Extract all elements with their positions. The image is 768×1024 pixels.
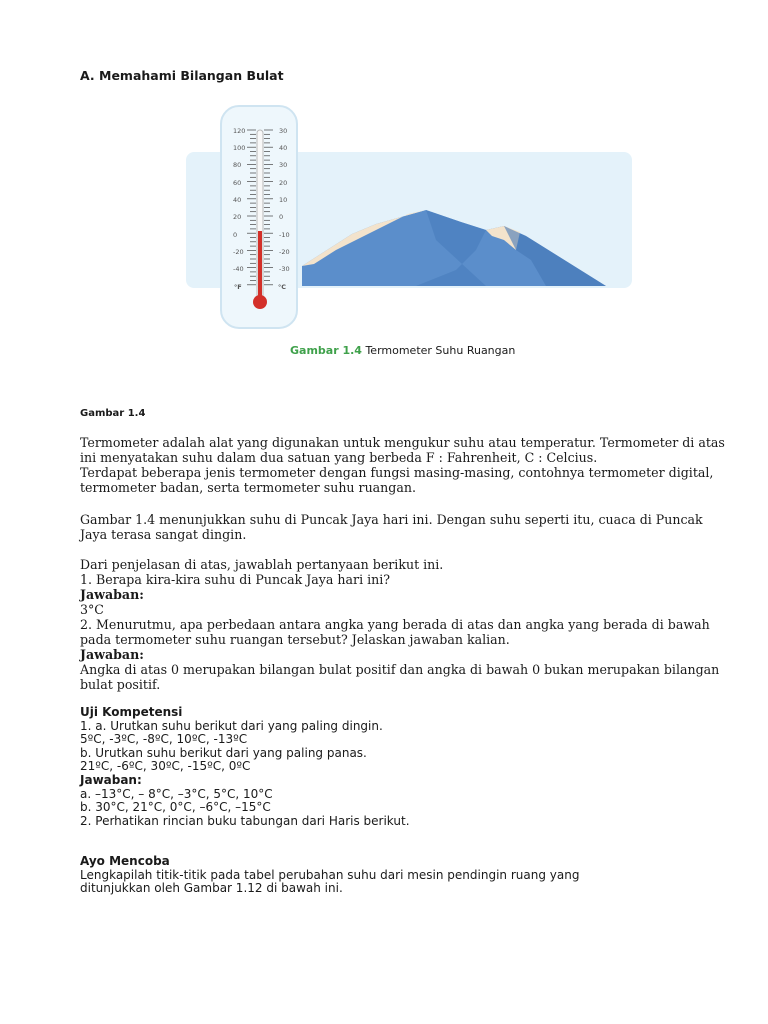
question-2: pada termometer suhu ruangan tersebut? Jelaskan jawaban kalian. xyxy=(80,632,510,647)
celsius-unit-label: °C xyxy=(278,283,287,291)
answer-2: bulat positif. xyxy=(80,677,161,692)
text-line: ini menyatakan suhu dalam dua satuan yang berbeda F : Fahrenheit, C : Celcius. xyxy=(80,450,598,465)
f-tick-label: 40 xyxy=(233,196,242,204)
exercise-line: 5ºC, -3ºC, -8ºC, 10ºC, -13ºC xyxy=(80,732,248,747)
f-tick-label: 60 xyxy=(233,179,242,187)
figure-caption-text: Termometer Suhu Ruangan xyxy=(365,344,516,357)
questions-intro: Dari penjelasan di atas, jawablah pertanyaan berikut ini. xyxy=(80,557,444,572)
thermometer-mountain-illustration xyxy=(186,100,636,370)
c-tick-label: 0 xyxy=(279,213,284,221)
figure-caption-number: Gambar 1.4 xyxy=(290,344,362,357)
answer-1: 3°C xyxy=(80,602,104,617)
exercise-answer: a. –13°C, – 8°C, –3°C, 5°C, 10°C xyxy=(80,786,273,801)
figure-caption xyxy=(290,344,515,357)
answer-label: Jawaban: xyxy=(80,772,142,787)
exercise-line: 2. Perhatikan rincian buku tabungan dari Haris berikut. xyxy=(80,813,410,828)
f-tick-label: 120 xyxy=(233,127,246,135)
uji-kompetensi-section xyxy=(80,706,700,828)
answer-2: Angka di atas 0 merupakan bilangan bulat positif dan angka di bawah 0 bukan merupakan bilangan xyxy=(80,662,720,677)
f-tick-label: -40 xyxy=(233,265,244,273)
c-tick-label: 30 xyxy=(279,161,288,169)
paragraph-puncak-jaya xyxy=(80,512,703,542)
exercise-line: 21ºC, -6ºC, 30ºC, -15ºC, 0ºC xyxy=(80,759,251,774)
figure-label: Gambar 1.4 xyxy=(80,408,146,419)
f-tick-label: 0 xyxy=(233,231,238,239)
c-tick-label: -20 xyxy=(279,248,290,256)
uji-kompetensi-title: Uji Kompetensi xyxy=(80,705,183,719)
ayo-mencoba-section xyxy=(80,855,700,896)
section-heading: A. Memahami Bilangan Bulat xyxy=(80,68,284,83)
f-tick-label: 100 xyxy=(233,144,246,152)
mercury-column xyxy=(258,231,262,303)
ayo-mencoba-title: Ayo Mencoba xyxy=(80,854,170,868)
c-tick-label: 40 xyxy=(279,144,288,152)
text-line: Gambar 1.4 menunjukkan suhu di Puncak Jaya hari ini. Dengan suhu seperti itu, cuaca di Puncak xyxy=(80,512,703,527)
text-line: Terdapat beberapa jenis termometer dengan fungsi masing-masing, contohnya termometer digital, xyxy=(80,465,714,480)
paragraph-questions xyxy=(80,557,720,692)
fahrenheit-unit-label: °F xyxy=(234,283,242,291)
mercury-bulb xyxy=(253,295,267,309)
c-tick-label: 10 xyxy=(279,196,288,204)
c-tick-label: 20 xyxy=(279,179,288,187)
text-line: Jaya terasa sangat dingin. xyxy=(80,527,247,542)
question-1: 1. Berapa kira-kira suhu di Puncak Jaya hari ini? xyxy=(80,572,391,587)
c-tick-label: -30 xyxy=(279,265,290,273)
text-line: Termometer adalah alat yang digunakan untuk mengukur suhu atau temperatur. Termometer di atas xyxy=(80,435,725,450)
paragraph-thermometer-intro xyxy=(80,435,725,495)
answer-label: Jawaban: xyxy=(80,647,144,662)
exercise-line: b. Urutkan suhu berikut dari yang paling panas. xyxy=(80,745,367,760)
exercise-line: Lengkapilah titik-titik pada tabel perubahan suhu dari mesin pendingin ruang yang xyxy=(80,867,580,882)
f-tick-label: -20 xyxy=(233,248,244,256)
c-tick-label: 30 xyxy=(279,127,288,135)
thermometer-figure xyxy=(186,100,636,370)
f-tick-label: 80 xyxy=(233,161,242,169)
text-line: termometer badan, serta termometer suhu ruangan. xyxy=(80,480,416,495)
exercise-answer: b. 30°C, 21°C, 0°C, –6°C, –15°C xyxy=(80,800,271,815)
exercise-line: 1. a. Urutkan suhu berikut dari yang paling dingin. xyxy=(80,718,383,733)
answer-label: Jawaban: xyxy=(80,587,144,602)
question-2: 2. Menurutmu, apa perbedaan antara angka yang berada di atas dan angka yang berada di bawah xyxy=(80,617,710,632)
exercise-line: ditunjukkan oleh Gambar 1.12 di bawah ini. xyxy=(80,881,343,896)
c-tick-label: -10 xyxy=(279,231,290,239)
f-tick-label: 20 xyxy=(233,213,242,221)
